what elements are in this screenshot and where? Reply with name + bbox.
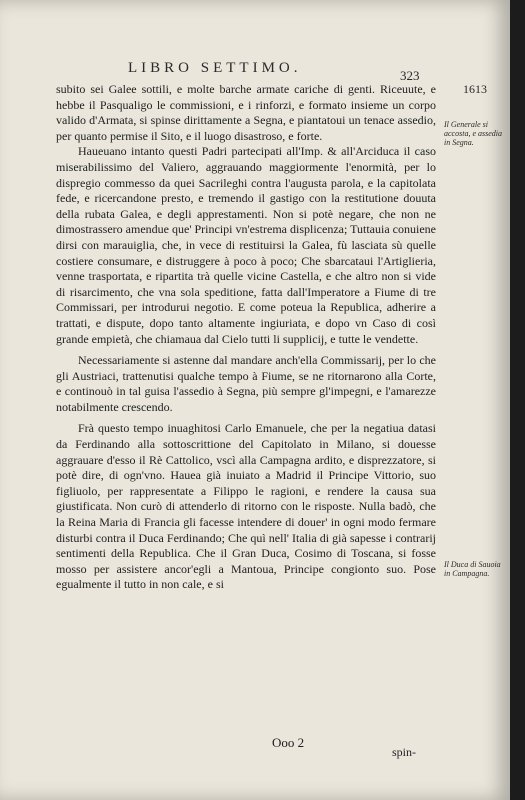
paragraph: subito sei Galee sottili, e molte barche armate cariche di genti. Riceuute, e hebbe il Pasqualigo le commissioni, e i rinforzi, e formato insieme un corpo valido d'Armata, si spinse dirittamente a Segna, e piantatoui un tenace assedio, per quanto permise il Sito, e il luogo disastroso, e forte. (56, 82, 436, 143)
catchword: spin- (392, 745, 416, 759)
page-header (0, 60, 510, 82)
paragraph: Haueuano intanto questi Padri partecipati all'Imp. & all'Arciduca il caso miserabilissimo del Valiero, aggrauando maggiormente l'enormità, per lo dispregio commesso da quei Sacrileghi contra l'augusta parola, e la capitolata fede, e ricercandone presto, e tremendo il gastigo con la restitutione douuta della rubata Galea, e degli apprestamenti. Non si potè negare, che non ne dimostrassero amendue que' Principi vn'estrema displicenza; Tuttauia conuiene dirsi con marauiglia, che, in vece di restituirsi la Galea, fù lasciata sù quelle costiere consumare, e distruggere à poco à poco; Che sbarcataui l'Artiglieria, venne trasportata, e ripartita trà quelle vicine Castella, e che altro non si vide di risarcimento, che vna sola speditione, fatta dall'Imperatore a Fiume di tre Commissari, per introdurui negotio. E come poteua la Republica, adherire a trattati, e dispute, dopo tanto altamente ingiuriata, e dopo vn Caso di così grande empietà, che chiamaua dal Cielo tutti li supplicij, e tutte le vendette. (56, 144, 436, 346)
marginal-note: Il Generale si accosta, e assedia in Segna. (444, 120, 502, 147)
margin-year: 1613 (463, 82, 487, 96)
signature-mark: Ooo 2 (272, 735, 305, 750)
page-footer (0, 735, 510, 775)
marginal-note: Il Duca di Sauoia in Campagna. (444, 560, 501, 578)
page-number: 323 (400, 68, 420, 83)
paragraph: Necessariamente si astenne dal mandare anch'ella Commissarij, per lo che gli Austriaci, trattenutisi qualche tempo à Fiume, se ne ritornarono alla Corte, e continouò in tal guisa l'assedio à Segna, più sempre gl'impegni, e l'amarezze notabilmente crescendo. (56, 353, 436, 414)
body-text (56, 82, 436, 593)
paragraph: Frà questo tempo inuaghitosi Carlo Emanuele, che per la negatiua datasi da Ferdinando alla sottoscrittione del Capitolato in Milano, si douesse aggrauare d'esso il Rè Cattolico, vscì alla Campagna ardito, e disprezzatore, si potè dire, di ogn'vno. Hauea già inuiato a Madrid il Principe Vittorio, suo figliuolo, per rappresentate a Filippo le ragioni, e rendere la causa sua giustificata. Non curò di attenderlo di ritorno con le risposte. Nulla badò, che la Reina Maria di Francia gli facesse intendere di douer' in ogni modo fermare disturbi contra il Duca Ferdinando; Che quì nell' Italia di già sapesse i contrarij sentimenti della Republica. Che il Gran Duca, Cosimo di Toscana, si fosse mosso per assistere ancor'egli a Mantoua, Principe congionto suo. Pose egualmente il tutto in non cale, e si (56, 421, 436, 592)
running-title: LIBRO SETTIMO. (128, 60, 302, 76)
